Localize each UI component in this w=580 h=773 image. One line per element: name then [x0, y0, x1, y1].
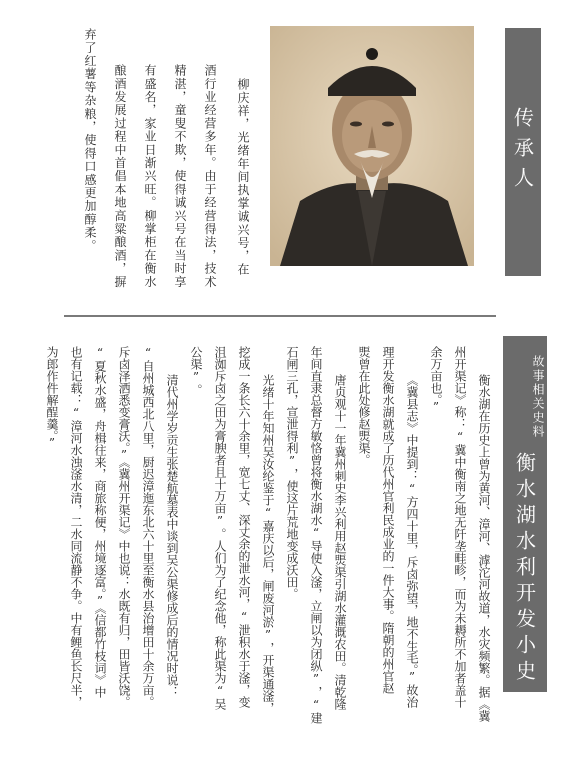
story-line: 理开发衡水湖就成了历代州官利民成业的一件大事。隋朝的州官赵	[381, 346, 395, 694]
story-line: 石闸三孔，宣泄得利”，使这片荒地变成沃田。	[285, 346, 299, 600]
story-line: 衡水湖在历史上曾为黄河、漳河、滹沱河故道，水灾频繁。据《冀	[477, 374, 491, 722]
story-line: 沮洳斥卤之田为膏腴者且十万亩”。人们为了纪念他，称此渠为“吴	[213, 346, 227, 710]
bio-line: 有盛名，家业日渐兴旺。柳掌柜在衡水	[143, 64, 157, 289]
bio-line: 酿酒发展过程中首倡本地高粱酿酒，摒	[113, 64, 127, 289]
story-tag: 故事相关史料	[531, 354, 545, 439]
story-line: 年间直隶总督方敏恪曾将衡水湖水“导使入滏，立闸以为闭纵”，“建	[309, 346, 323, 724]
heading-bar	[505, 28, 541, 276]
story-line: “夏秋水盛，舟楫往来，商旅称便，州境逐富。”《信都竹枝词》中	[93, 346, 107, 698]
portrait-image	[270, 26, 474, 266]
story-line: 《冀县志》中提到：“方四十里，斥卤弥望，地不生毛。”故治	[405, 374, 419, 708]
bio-line: 精湛，童叟不欺，使得诚兴号在当时享	[173, 64, 187, 289]
story-line: 余万亩也。”	[429, 346, 443, 414]
story-line: 州开渠记》称：“冀中衡南之地无阡垄畦畛，而为未耨所不加者盖十	[453, 346, 467, 708]
story-line: 清代州学岁贡生张楚航墓表中谈到吴公渠修成后的情况时说：	[165, 374, 179, 698]
story-line: 也有记载：“漳河水浊滏水清，二水同流静不争。中有鲤鱼长尺半，	[69, 346, 83, 708]
bio-line: 柳庆祥，光绪年间执掌诚兴号，在	[236, 78, 250, 276]
story-title-bar	[503, 336, 547, 692]
story-line: 斥卤泽洒悉变膏沃。”《冀州开渠记》中也说：水既有归，田皆沃饶。	[117, 346, 131, 708]
story-line: 公渠”。	[189, 346, 203, 396]
story-title: 衡水湖水利开发小史	[512, 451, 537, 686]
story-line: “自州城西北八里，厨迟漳迤东北六十里至衡水县治增田十余万亩。	[141, 346, 155, 708]
story-line: 光绪十年知州吴汝纶鉴于“嘉庆以后，闸废河淤”，开渠通滏，	[261, 374, 275, 714]
story-line: 唐贞观十一年冀州刺史李兴利用赵煚渠引湖水灌溉农田。清乾隆	[333, 374, 347, 710]
story-line: 挖成一条长六十余里，宽七丈、深丈余的泄水河，“泄积水于滏，变	[237, 346, 251, 708]
story-line: 煚曾在此处修赵煚渠。	[357, 346, 371, 466]
bio-line: 弃了红薯等杂粮，使得口感更加醇柔。	[83, 28, 97, 253]
story-line: 为郎作件解酲羹。”	[45, 346, 59, 450]
section-divider	[64, 315, 496, 317]
section-heading: 传承人	[510, 107, 535, 197]
bio-line: 酒行业经营多年。由于经营得法，技术	[203, 64, 217, 289]
